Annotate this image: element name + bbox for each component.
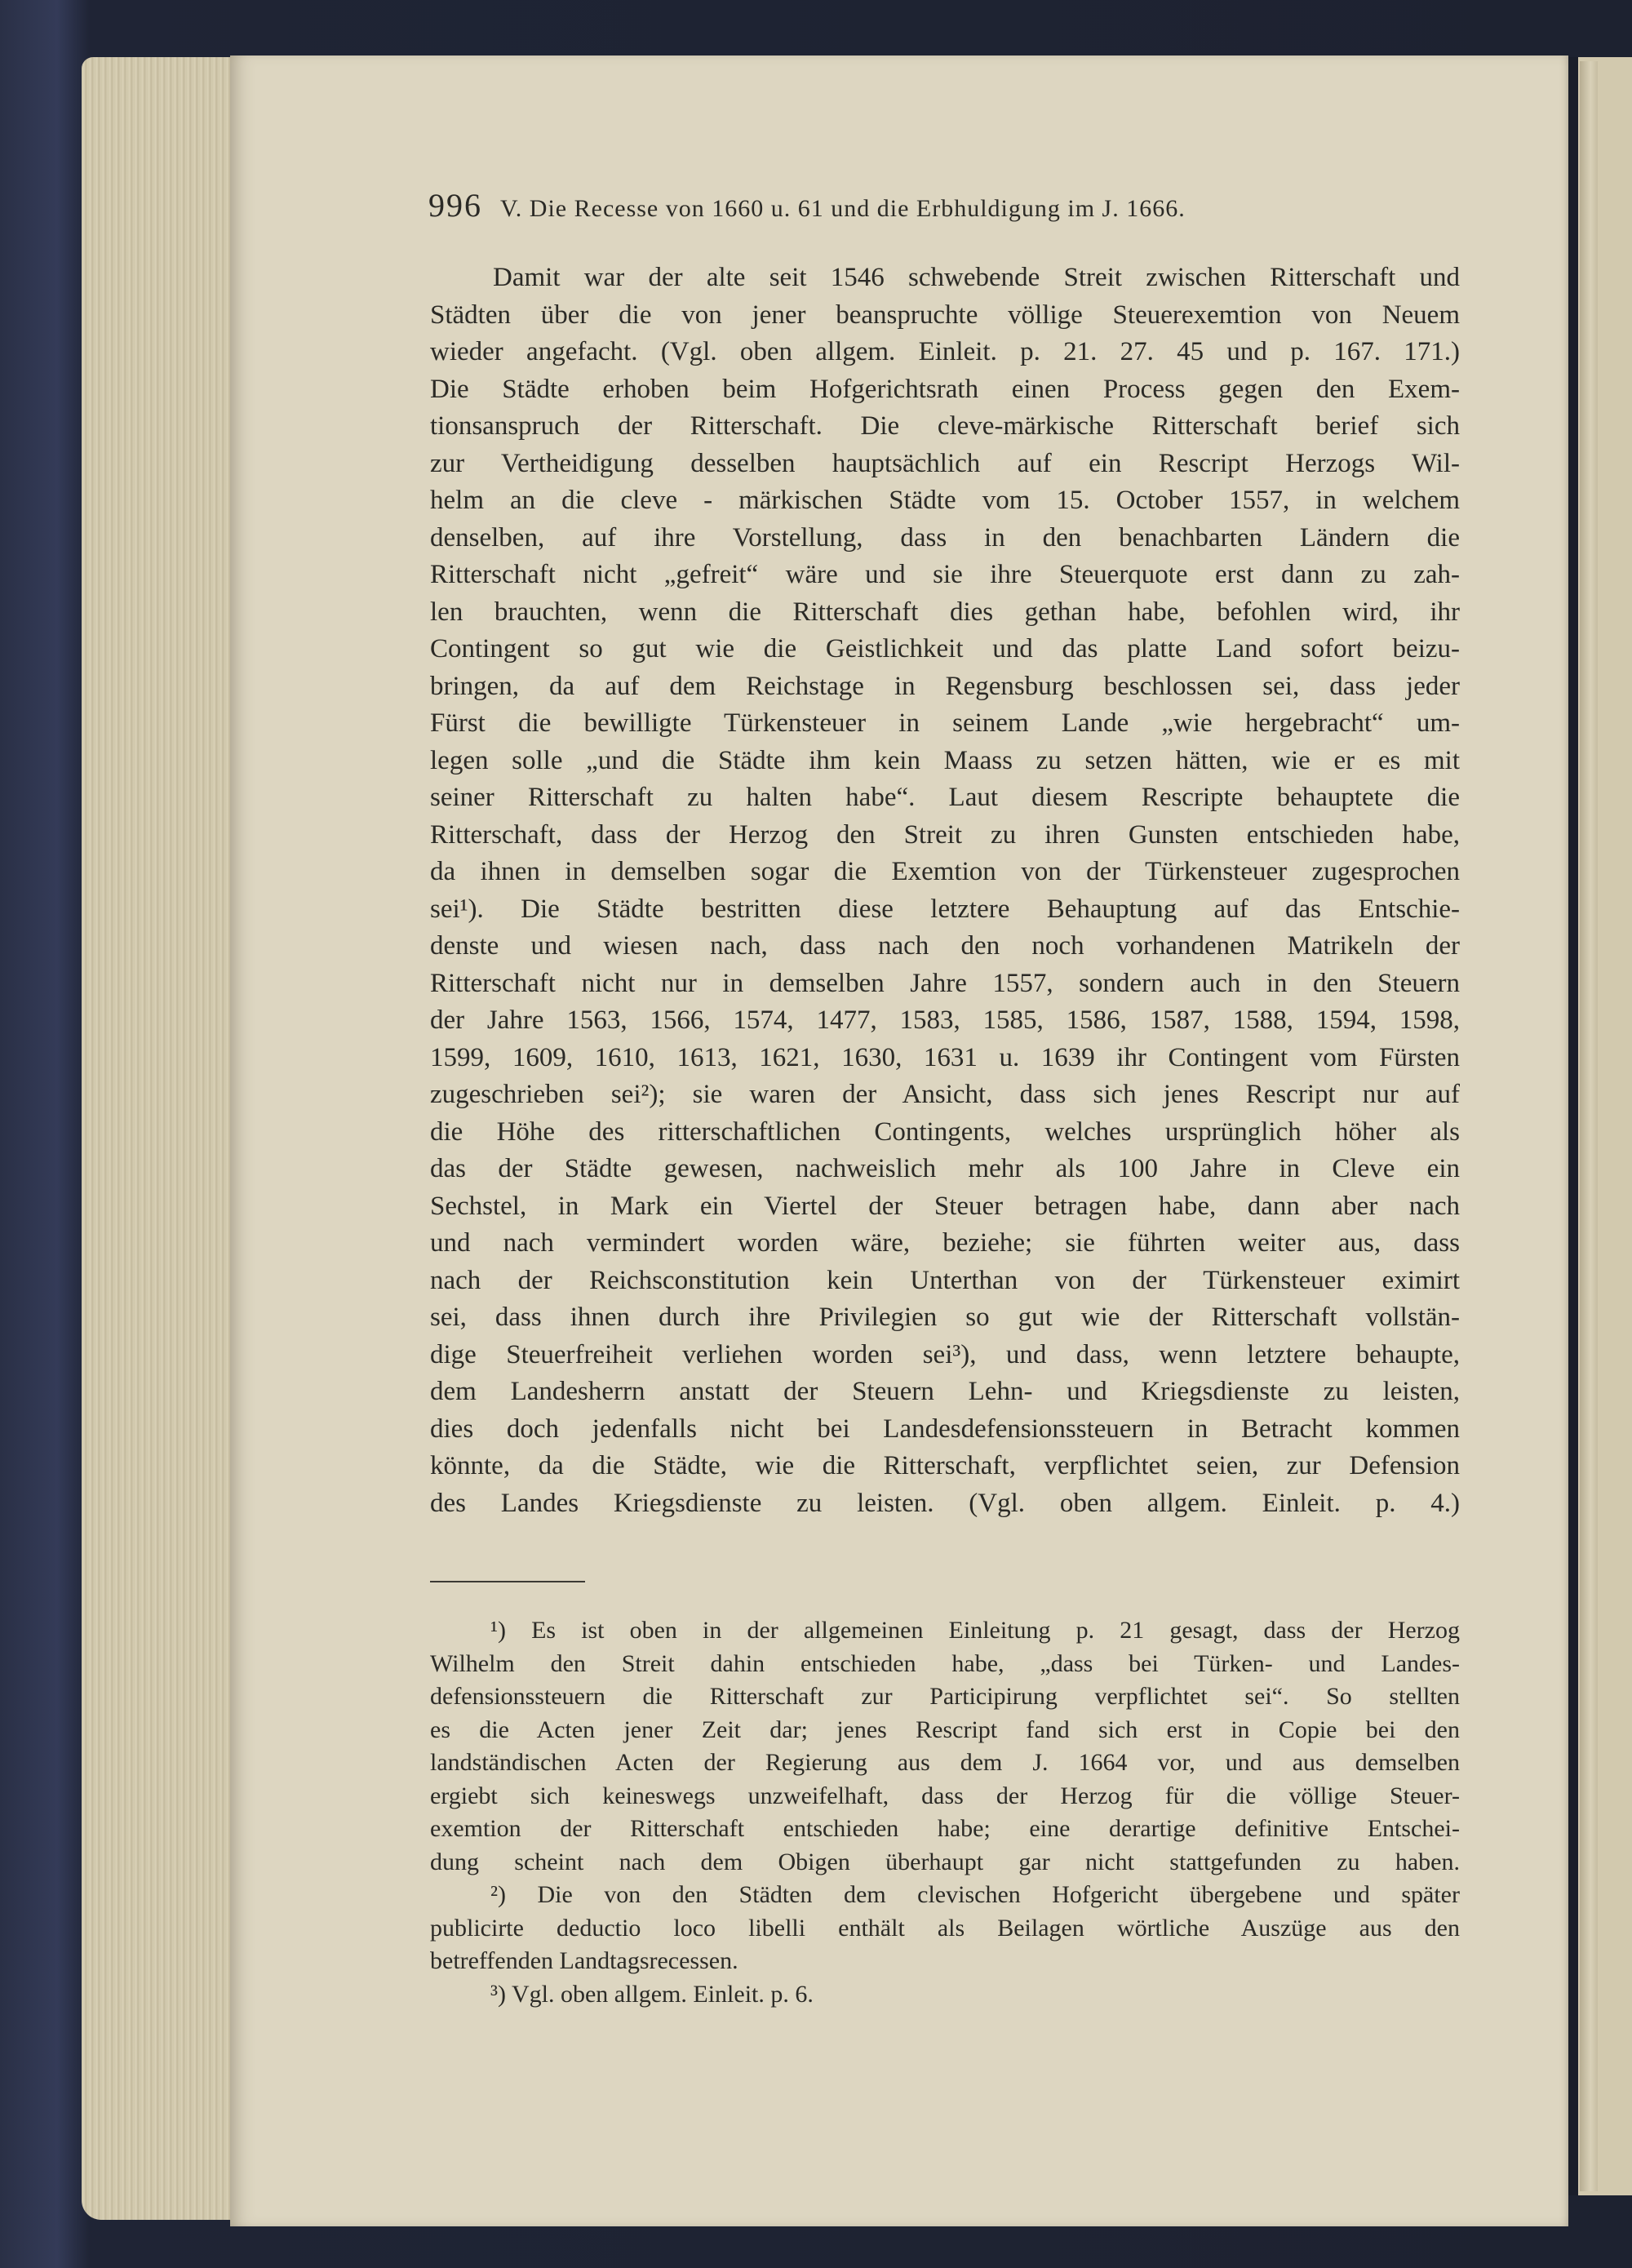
- footnotes: [430, 1614, 1460, 2011]
- body-line: da ihnen in demselben sogar die Exemtion von der Türkensteuer zugesprochen: [430, 857, 1460, 886]
- body-line: sei¹). Die Städte bestritten diese letztere Behauptung auf das Entschie-: [430, 894, 1460, 924]
- footnote-line: Wilhelm den Streit dahin entschieden habe, „dass bei Türken- und Landes-: [430, 1649, 1460, 1677]
- body-line: sei, dass ihnen durch ihre Privilegien so gut wie der Ritterschaft vollstän-: [430, 1303, 1460, 1332]
- body-line: nach der Reichsconstitution kein Unterthan von der Türkensteuer eximirt: [430, 1265, 1460, 1295]
- body-line: des Landes Kriegsdienste zu leisten. (Vgl. oben allgem. Einleit. p. 4.): [430, 1488, 1460, 1518]
- body-line: Ritterschaft nicht „gefreit“ wäre und sie ihre Steuerquote erst dann zu zah-: [430, 560, 1460, 589]
- body-line: Ritterschaft nicht nur in demselben Jahre 1557, sondern auch in den Steuern: [430, 968, 1460, 998]
- page-stack-edges: [82, 57, 245, 2220]
- body-line: Contingent so gut wie die Geistlichkeit und das platte Land sofort beizu-: [430, 634, 1460, 664]
- body-line: die Höhe des ritterschaftlichen Contingents, welches ursprünglich höher als: [430, 1116, 1460, 1147]
- body-line: dige Steuerfreiheit verliehen worden sei³), und dass, wenn letztere behaupte,: [430, 1339, 1460, 1369]
- running-header: [428, 186, 1408, 224]
- facing-page-edge: [1568, 57, 1632, 2195]
- body-line: zur Vertheidigung desselben hauptsächlich auf ein Rescript Herzogs Wil-: [430, 448, 1460, 478]
- body-line: bringen, da auf dem Reichstage in Regensburg beschlossen sei, dass jeder: [430, 671, 1460, 701]
- body-line: Fürst die bewilligte Türkensteuer in seinem Lande „wie hergebracht“ um-: [430, 708, 1460, 738]
- footnote-line: ²) Die von den Städten dem clevischen Hofgericht übergebene und später: [490, 1881, 1460, 1908]
- body-line: dem Landesherrn anstatt der Steuern Lehn- und Kriegsdienste zu leisten,: [430, 1377, 1460, 1406]
- body-line: tionsanspruch der Ritterschaft. Die cleve-märkische Ritterschaft berief sich: [430, 411, 1460, 441]
- body-line: das der Städte gewesen, nachweislich mehr als 100 Jahre in Cleve ein: [430, 1154, 1460, 1183]
- body-line: len brauchten, wenn die Ritterschaft dies gethan habe, befohlen wird, ihr: [430, 597, 1460, 627]
- footnote-line: dung scheint nach dem Obigen überhaupt gar nicht stattgefunden zu haben.: [430, 1848, 1460, 1875]
- body-line: denste und wiesen nach, dass nach den noch vorhandenen Matrikeln der: [430, 931, 1460, 961]
- body-line: denselben, auf ihre Vorstellung, dass in den benachbarten Ländern die: [430, 522, 1460, 553]
- main-text: [430, 260, 1460, 1522]
- body-line: Die Städte erhoben beim Hofgerichtsrath einen Process gegen den Exem-: [430, 374, 1460, 404]
- body-line: und nach vermindert worden wäre, beziehe; sie führten weiter aus, dass: [430, 1228, 1460, 1258]
- body-line: Städten über die von jener beanspruchte völlige Steuerexemtion von Neuem: [430, 300, 1460, 330]
- page-number: 996: [428, 187, 482, 224]
- body-line: dies doch jedenfalls nicht bei Landesdefensionssteuern in Betracht kommen: [430, 1414, 1460, 1444]
- body-line: zugeschrieben sei²); sie waren der Ansicht, dass sich jenes Rescript nur auf: [430, 1080, 1460, 1109]
- footnote-line: publicirte deductio loco libelli enthält als Beilagen wörtliche Auszüge aus den: [430, 1914, 1460, 1942]
- body-line: der Jahre 1563, 1566, 1574, 1477, 1583, 1585, 1586, 1587, 1588, 1594, 1598,: [430, 1005, 1460, 1035]
- body-line: helm an die cleve - märkischen Städte vom 15. October 1557, in welchem: [430, 486, 1460, 515]
- body-line: Damit war der alte seit 1546 schwebende Streit zwischen Ritterschaft und: [493, 263, 1460, 292]
- body-line: legen solle „und die Städte ihm kein Maass zu setzen hätten, wie er es mit: [430, 745, 1460, 775]
- footnote-line: ergiebt sich keineswegs unzweifelhaft, dass der Herzog für die völlige Steuer-: [430, 1782, 1460, 1809]
- body-line: seiner Ritterschaft zu halten habe“. Laut diesem Rescripte behauptete die: [430, 783, 1460, 812]
- body-line: Ritterschaft, dass der Herzog den Streit zu ihren Gunsten entschieden habe,: [430, 819, 1460, 850]
- footnote-line: betreffenden Landtagsrecessen.: [430, 1947, 738, 1974]
- footnote-line: ³) Vgl. oben allgem. Einleit. p. 6.: [490, 1980, 814, 2008]
- running-title: V. Die Recesse von 1660 u. 61 und die Erbhuldigung im J. 1666.: [500, 195, 1186, 222]
- footnote-line: defensionssteuern die Ritterschaft zur Participirung verpflichtet sei“. So stellten: [430, 1683, 1460, 1710]
- footnote-line: ¹) Es ist oben in der allgemeinen Einleitung p. 21 gesagt, dass der Herzog: [490, 1617, 1460, 1644]
- body-line: 1599, 1609, 1610, 1613, 1621, 1630, 1631 u. 1639 ihr Contingent vom Fürsten: [430, 1042, 1460, 1072]
- body-line: wieder angefacht. (Vgl. oben allgem. Einleit. p. 21. 27. 45 und p. 167. 171.): [430, 337, 1460, 366]
- footnote-line: exemtion der Ritterschaft entschieden habe; eine derartige definitive Entschei-: [430, 1815, 1460, 1842]
- body-line: könnte, da die Städte, wie die Ritterschaft, verpflichtet seien, zur Defension: [430, 1451, 1460, 1480]
- body-line: Sechstel, in Mark ein Viertel der Steuer betragen habe, dann aber nach: [430, 1191, 1460, 1221]
- footnote-line: landständischen Acten der Regierung aus dem J. 1664 vor, und aus demselben: [430, 1749, 1460, 1776]
- footnote-separator: [430, 1581, 585, 1582]
- footnote-line: es die Acten jener Zeit dar; jenes Rescript fand sich erst in Copie bei den: [430, 1715, 1460, 1743]
- facing-page-shading: [1580, 61, 1598, 2191]
